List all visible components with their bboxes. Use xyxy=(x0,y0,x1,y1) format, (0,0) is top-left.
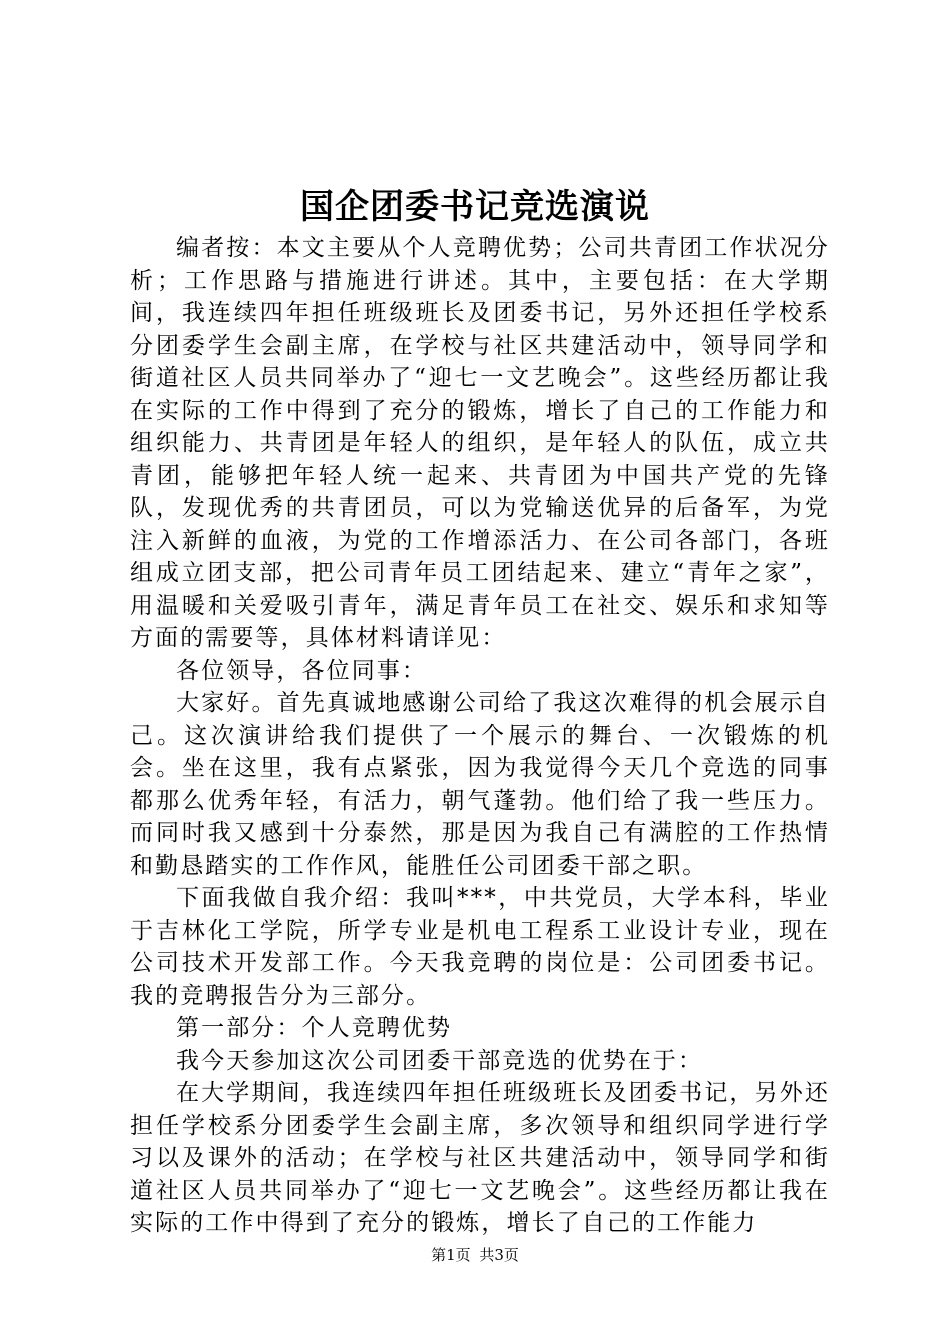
page-footer xyxy=(0,1245,950,1265)
paragraph-self-introduction: 下面我做自我介绍：我叫***，中共党员，大学本科，毕业于吉林化工学院，所学专业是机电工程系工业设计专业，现在公司技术开发部工作。今天我竞聘的岗位是：公司团委书记。我的竞聘报告分为三部分。 xyxy=(130,885,830,1009)
paragraph-salutation: 各位领导，各位同事： xyxy=(176,657,427,684)
paragraph-section-heading: 第一部分：个人竞聘优势 xyxy=(176,1015,453,1041)
document-title: 国企团委书记竞选演说 xyxy=(300,187,650,227)
paragraph-greeting: 大家好。首先真诚地感谢公司给了我这次难得的机会展示自己。这次演讲给我们提供了一个展示的舞台、一次锻炼的机会。坐在这里，我有点紧张，因为我觉得今天几个竞选的同事都那么优秀年轻，有活力，朝气蓬勃。他们给了我一些压力。而同时我又感到十分泰然，那是因为我自己有满腔的工作热情和勤恳踏实的工作作风，能胜任公司团委干部之职。 xyxy=(130,690,830,879)
page-number: 第1页 xyxy=(431,1246,471,1264)
paragraph-editor-note: 编者按：本文主要从个人竞聘优势；公司共青团工作状况分析；工作思路与措施进行讲述。其中，主要包括：在大学期间，我连续四年担任班级班长及团委书记，另外还担任学校系分团委学生会副主席，在学校与社区共建活动中，领导同学和街道社区人员共同举办了“迎七一文艺晚会”。这些经历都让我在实际的工作中得到了充分的锻炼，增长了自己的工作能力和组织能力、共青团是年轻人的组织，是年轻人的队伍，成立共青团，能够把年轻人统一起来、共青团为中国共产党的先锋队，发现优秀的共青团员，可以为党输送优异的后备军，为党注入新鲜的血液，为党的工作增添活力、在公司各部门，各班组成立团支部，把公司青年员工团结起来、建立“青年之家”，用温暖和关爱吸引青年，满足青年员工在社交、娱乐和求知等方面的需要等，具体材料请详见： xyxy=(130,235,830,651)
page-total: 共3页 xyxy=(479,1246,519,1264)
paragraph-university-experience: 在大学期间，我连续四年担任班级班长及团委书记，另外还担任学校系分团委学生会副主席，多次领导和组织同学进行学习以及课外的活动；在学校与社区共建活动中，领导同学和街道社区人员共同举办了“迎七一文艺晚会”。这些经历都让我在实际的工作中得到了充分的锻炼，增长了自己的工作能力 xyxy=(130,1080,830,1236)
paragraph-advantages-intro: 我今天参加这次公司团委干部竞选的优势在于： xyxy=(176,1047,704,1074)
document-body xyxy=(130,232,830,1240)
